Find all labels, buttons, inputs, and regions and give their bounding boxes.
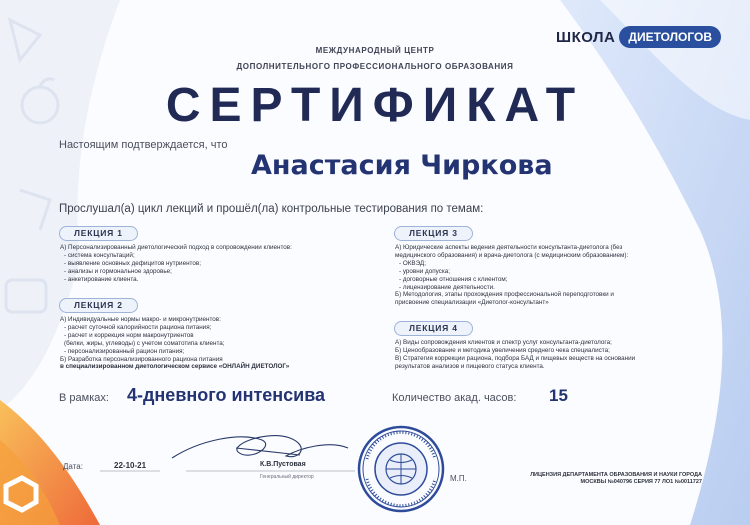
- lecture-line: А) Персонализированный диетологический подход в сопровождении клиентов:: [60, 244, 292, 251]
- date-value: 22-10-21: [114, 461, 147, 470]
- lecture-4-content: [395, 339, 635, 371]
- lecture-line: - выявление основных дефицитов нутриентов;: [64, 259, 201, 267]
- lecture-4-label: ЛЕКЦИЯ 4: [394, 321, 473, 336]
- lecture-line: Б) Разработка персонализированного рациона питания: [60, 355, 223, 363]
- lecture-line: - система консультаций;: [64, 251, 135, 259]
- hours-label: Количество акад. часов:: [392, 392, 517, 404]
- lecture-1-label: ЛЕКЦИЯ 1: [59, 226, 138, 241]
- lecture-line: - анкетирование клиента.: [64, 275, 139, 283]
- lecture-line: медицинского образования) и врача-диетолога (с медицинским образованием):: [395, 251, 629, 259]
- organization-line-2: ДОПОЛНИТЕЛЬНОГО ПРОФЕССИОНАЛЬНОГО ОБРАЗОВАНИЯ: [236, 62, 514, 71]
- recipient-name: Анастасия Чиркова: [251, 150, 553, 181]
- signatory-role: Генеральный директор: [260, 474, 314, 480]
- frame-value: 4-дневного интенсива: [127, 385, 326, 405]
- logo-brand-pill: ДИЕТОЛОГОВ: [619, 26, 721, 48]
- frame-label: В рамках:: [59, 392, 109, 404]
- date-label: Дата:: [63, 462, 83, 471]
- logo-school-text: ШКОЛА: [556, 28, 616, 46]
- certificate-title: СЕРТИФИКАТ: [165, 79, 585, 132]
- lecture-line: А) Юридические аспекты ведения деятельности консультанта-диетолога (без: [395, 244, 623, 251]
- confirm-text: Настоящим подтверждается, что: [59, 139, 228, 151]
- official-stamp: [359, 427, 443, 511]
- lecture-3-content: [395, 244, 628, 307]
- lecture-line: - уровни допуска;: [399, 267, 450, 275]
- lecture-1-content: [60, 244, 292, 284]
- stamp-label: М.П.: [450, 474, 467, 483]
- lecture-line: - ОКВЭД;: [399, 259, 426, 267]
- lecture-line: - анализы и гормональное здоровье;: [64, 267, 172, 275]
- license-line-1: ЛИЦЕНЗИЯ ДЕПАРТАМЕНТА ОБРАЗОВАНИЯ И НАУКИ ГОРОДА: [530, 472, 702, 478]
- lecture-line: присвоение специализации «Диетолог-консультант»: [395, 299, 549, 307]
- lecture-2-label: ЛЕКЦИЯ 2: [59, 298, 138, 313]
- lecture-line: - договорные отношения с клиентом;: [399, 275, 508, 283]
- lecture-line: А) Виды сопровождения клиентов и спектр услуг консультанта-диетолога;: [395, 339, 612, 346]
- lecture-line: (белки, жиры, углеводы) с учетом соматотипа клиента;: [64, 339, 225, 347]
- lecture-line: Б) Ценообразование и методика увеличения среднего чека специалиста;: [395, 346, 610, 354]
- lecture-line: - лицензирование деятельности.: [399, 283, 495, 291]
- lecture-line: Б) Методология, этапы прохождения профессиональной переподготовки и: [395, 291, 614, 299]
- lecture-line: В) Стратегия коррекции рациона, подбора БАД и пищевых веществ на основании: [395, 354, 636, 362]
- hours-value: 15: [549, 386, 568, 405]
- signatory-name: К.В.Пустовая: [260, 461, 306, 468]
- license-text: [487, 472, 702, 486]
- license-line-2: МОСКВЫ №040796 СЕРИЯ 77 ЛО1 №0011727: [580, 479, 702, 485]
- lecture-line: А) Индивидуальные нормы макро- и микронутриентов:: [60, 316, 221, 323]
- organization-line-1: МЕЖДУНАРОДНЫЙ ЦЕНТР: [315, 46, 435, 55]
- lecture-line: - персонализированный рацион питания;: [64, 347, 185, 355]
- lecture-2-content: [60, 316, 289, 371]
- lecture-3-label: ЛЕКЦИЯ 3: [394, 226, 473, 241]
- lecture-line: - расчет суточной калорийности рациона питания;: [64, 323, 212, 331]
- lecture-line: в специализированном диетологическом сервисе «ОНЛАЙН ДИЕТОЛОГ»: [60, 363, 290, 371]
- topics-intro: Прослушал(а) цикл лекций и прошёл(ла) контрольные тестирования по темам:: [59, 203, 484, 215]
- school-logo: [556, 24, 721, 50]
- lecture-line: - расчет и коррекция норм макронутриентов: [64, 331, 194, 339]
- lecture-line: результатов анализов и пищевого статуса клиента.: [395, 362, 545, 370]
- signature: [172, 436, 348, 458]
